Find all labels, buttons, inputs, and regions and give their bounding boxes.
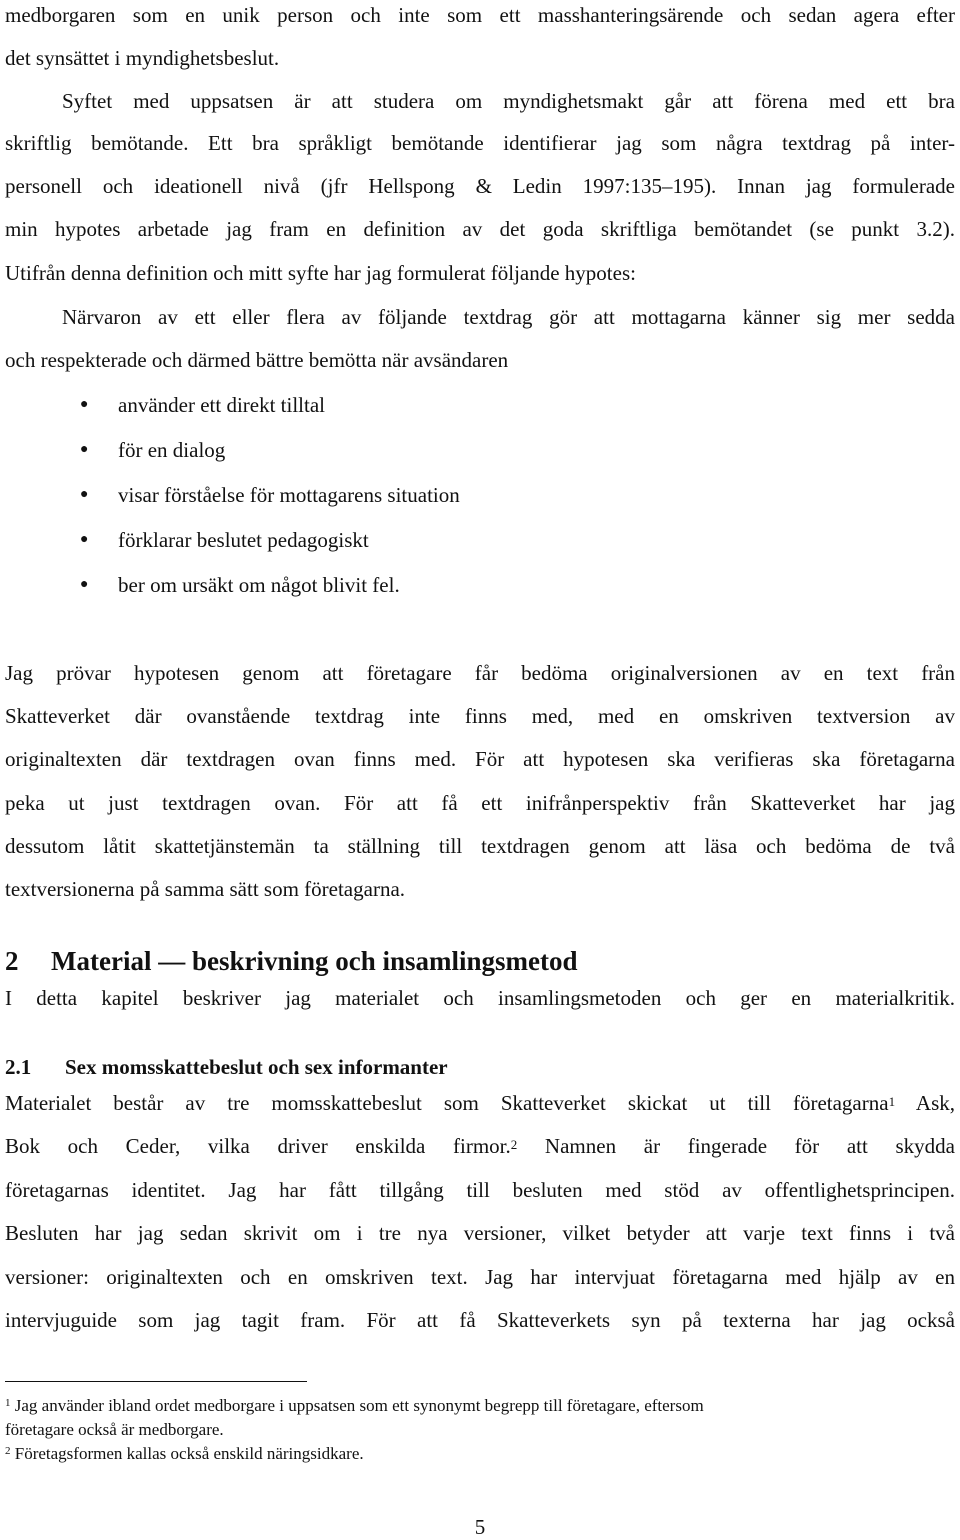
section-intro: I detta kapitel beskriver jag materialet och insamlingsmetoden och ger en materialkritik. — [5, 986, 955, 1010]
list-item: visar förståelse för mottagarens situation — [118, 483, 460, 507]
footnote-number: 1 — [5, 1397, 11, 1409]
body-line: Besluten har jag sedan skrivit om i tre nya versioner, vilket betyder att varje text finns i två — [5, 1221, 955, 1245]
body-line: Jag prövar hypotesen genom att företagare får bedöma originalversionen av en text från — [5, 661, 955, 685]
body-line: Bok och Ceder, vilka driver enskilda firmor.$^2$ Namnen är fingerade för att skydda — [5, 1134, 955, 1158]
body-line: skriftlig bemötande. Ett bra språkligt bemötande identifierar jag som några textdrag på inter- — [5, 131, 955, 155]
body-line: Materialet består av tre momsskattebeslut som Skatteverket skickat ut till företagarna$^1$ Ask, — [5, 1091, 955, 1115]
footnote-number: 2 — [5, 1445, 11, 1457]
section-number: 2 — [5, 946, 19, 976]
body-line: medborgaren som en unik person och inte som ett masshanteringsärende och sedan agera efter — [5, 3, 955, 27]
body-line: företagarnas identitet. Jag har fått tillgång till besluten med stöd av offentlighetsprincipen. — [5, 1178, 955, 1202]
footnote-continuation: företagare också är medborgare. — [5, 1420, 224, 1439]
body-line: det synsättet i myndighetsbeslut. — [5, 46, 280, 70]
bullet-icon: ● — [80, 532, 89, 547]
list-item: för en dialog — [118, 438, 226, 462]
section-title: Material — beskrivning och insamlingsmetod — [51, 946, 578, 976]
list-item: ber om ursäkt om något blivit fel. — [118, 573, 400, 597]
hypothesis-line: och respekterade och därmed bättre bemötta när avsändaren — [5, 348, 509, 372]
body-line: min hypotes arbetade jag fram en definition av det goda skriftliga bemötandet (se punkt 3.2). — [5, 217, 955, 241]
list-item: förklarar beslutet pedagogiskt — [118, 528, 369, 552]
body-line: personell och ideationell nivå (jfr Hellspong & Ledin 1997:135–195). Innan jag formulerade — [5, 174, 955, 198]
subsection-heading — [5, 1054, 448, 1080]
bullet-icon: ● — [80, 487, 89, 502]
hypothesis-line: Närvaron av ett eller flera av följande textdrag gör att mottagarna känner sig mer sedda — [62, 305, 955, 329]
footnote-ref: 1 — [888, 1094, 896, 1109]
bullet-icon: ● — [80, 577, 89, 592]
bullet-icon: ● — [80, 442, 89, 457]
bullet-icon: ● — [80, 397, 89, 412]
subsection-number: 2.1 — [5, 1055, 32, 1079]
body-line: versioner: originaltexten och en omskriven text. Jag har intervjuat företagarna med hjälp av en — [5, 1265, 955, 1289]
body-line: originaltexten där textdragen ovan finns med. För att hypotesen ska verifieras ska företagarna — [5, 747, 955, 771]
list-item: använder ett direkt tilltal — [118, 393, 326, 417]
subsection-title: Sex momsskattebeslut och sex informanter — [65, 1055, 448, 1079]
footnote: $^1$ Jag använder ibland ordet medborgare i uppsatsen som ett synonymt begrepp till företagare, eftersom — [5, 1396, 704, 1415]
footnote-ref: 2 — [510, 1137, 518, 1152]
section-heading — [5, 944, 578, 978]
body-line: Syftet med uppsatsen är att studera om myndighetsmakt går att förena med ett bra — [62, 89, 955, 113]
footnote: $^2$ Företagsformen kallas också enskild näringsidkare. — [5, 1444, 364, 1463]
body-line: peka ut just textdragen ovan. För att få ett inifrånperspektiv från Skatteverket har jag — [5, 791, 955, 815]
page-number: 5 — [474, 1515, 486, 1539]
footnote-divider — [5, 1381, 307, 1382]
body-line: intervjuguide som jag tagit fram. För att få Skatteverkets syn på texterna har jag också — [5, 1308, 955, 1332]
body-line: Utifrån denna definition och mitt syfte har jag formulerat följande hypotes: — [5, 261, 636, 285]
body-line: textversionerna på samma sätt som företagarna. — [5, 877, 406, 901]
body-line: Skatteverket där ovanstående textdrag inte finns med, med en omskriven textversion av — [5, 704, 955, 728]
body-line: dessutom låtit skattetjänstemän ta ställning till textdragen genom att läsa och bedöma de två — [5, 834, 955, 858]
